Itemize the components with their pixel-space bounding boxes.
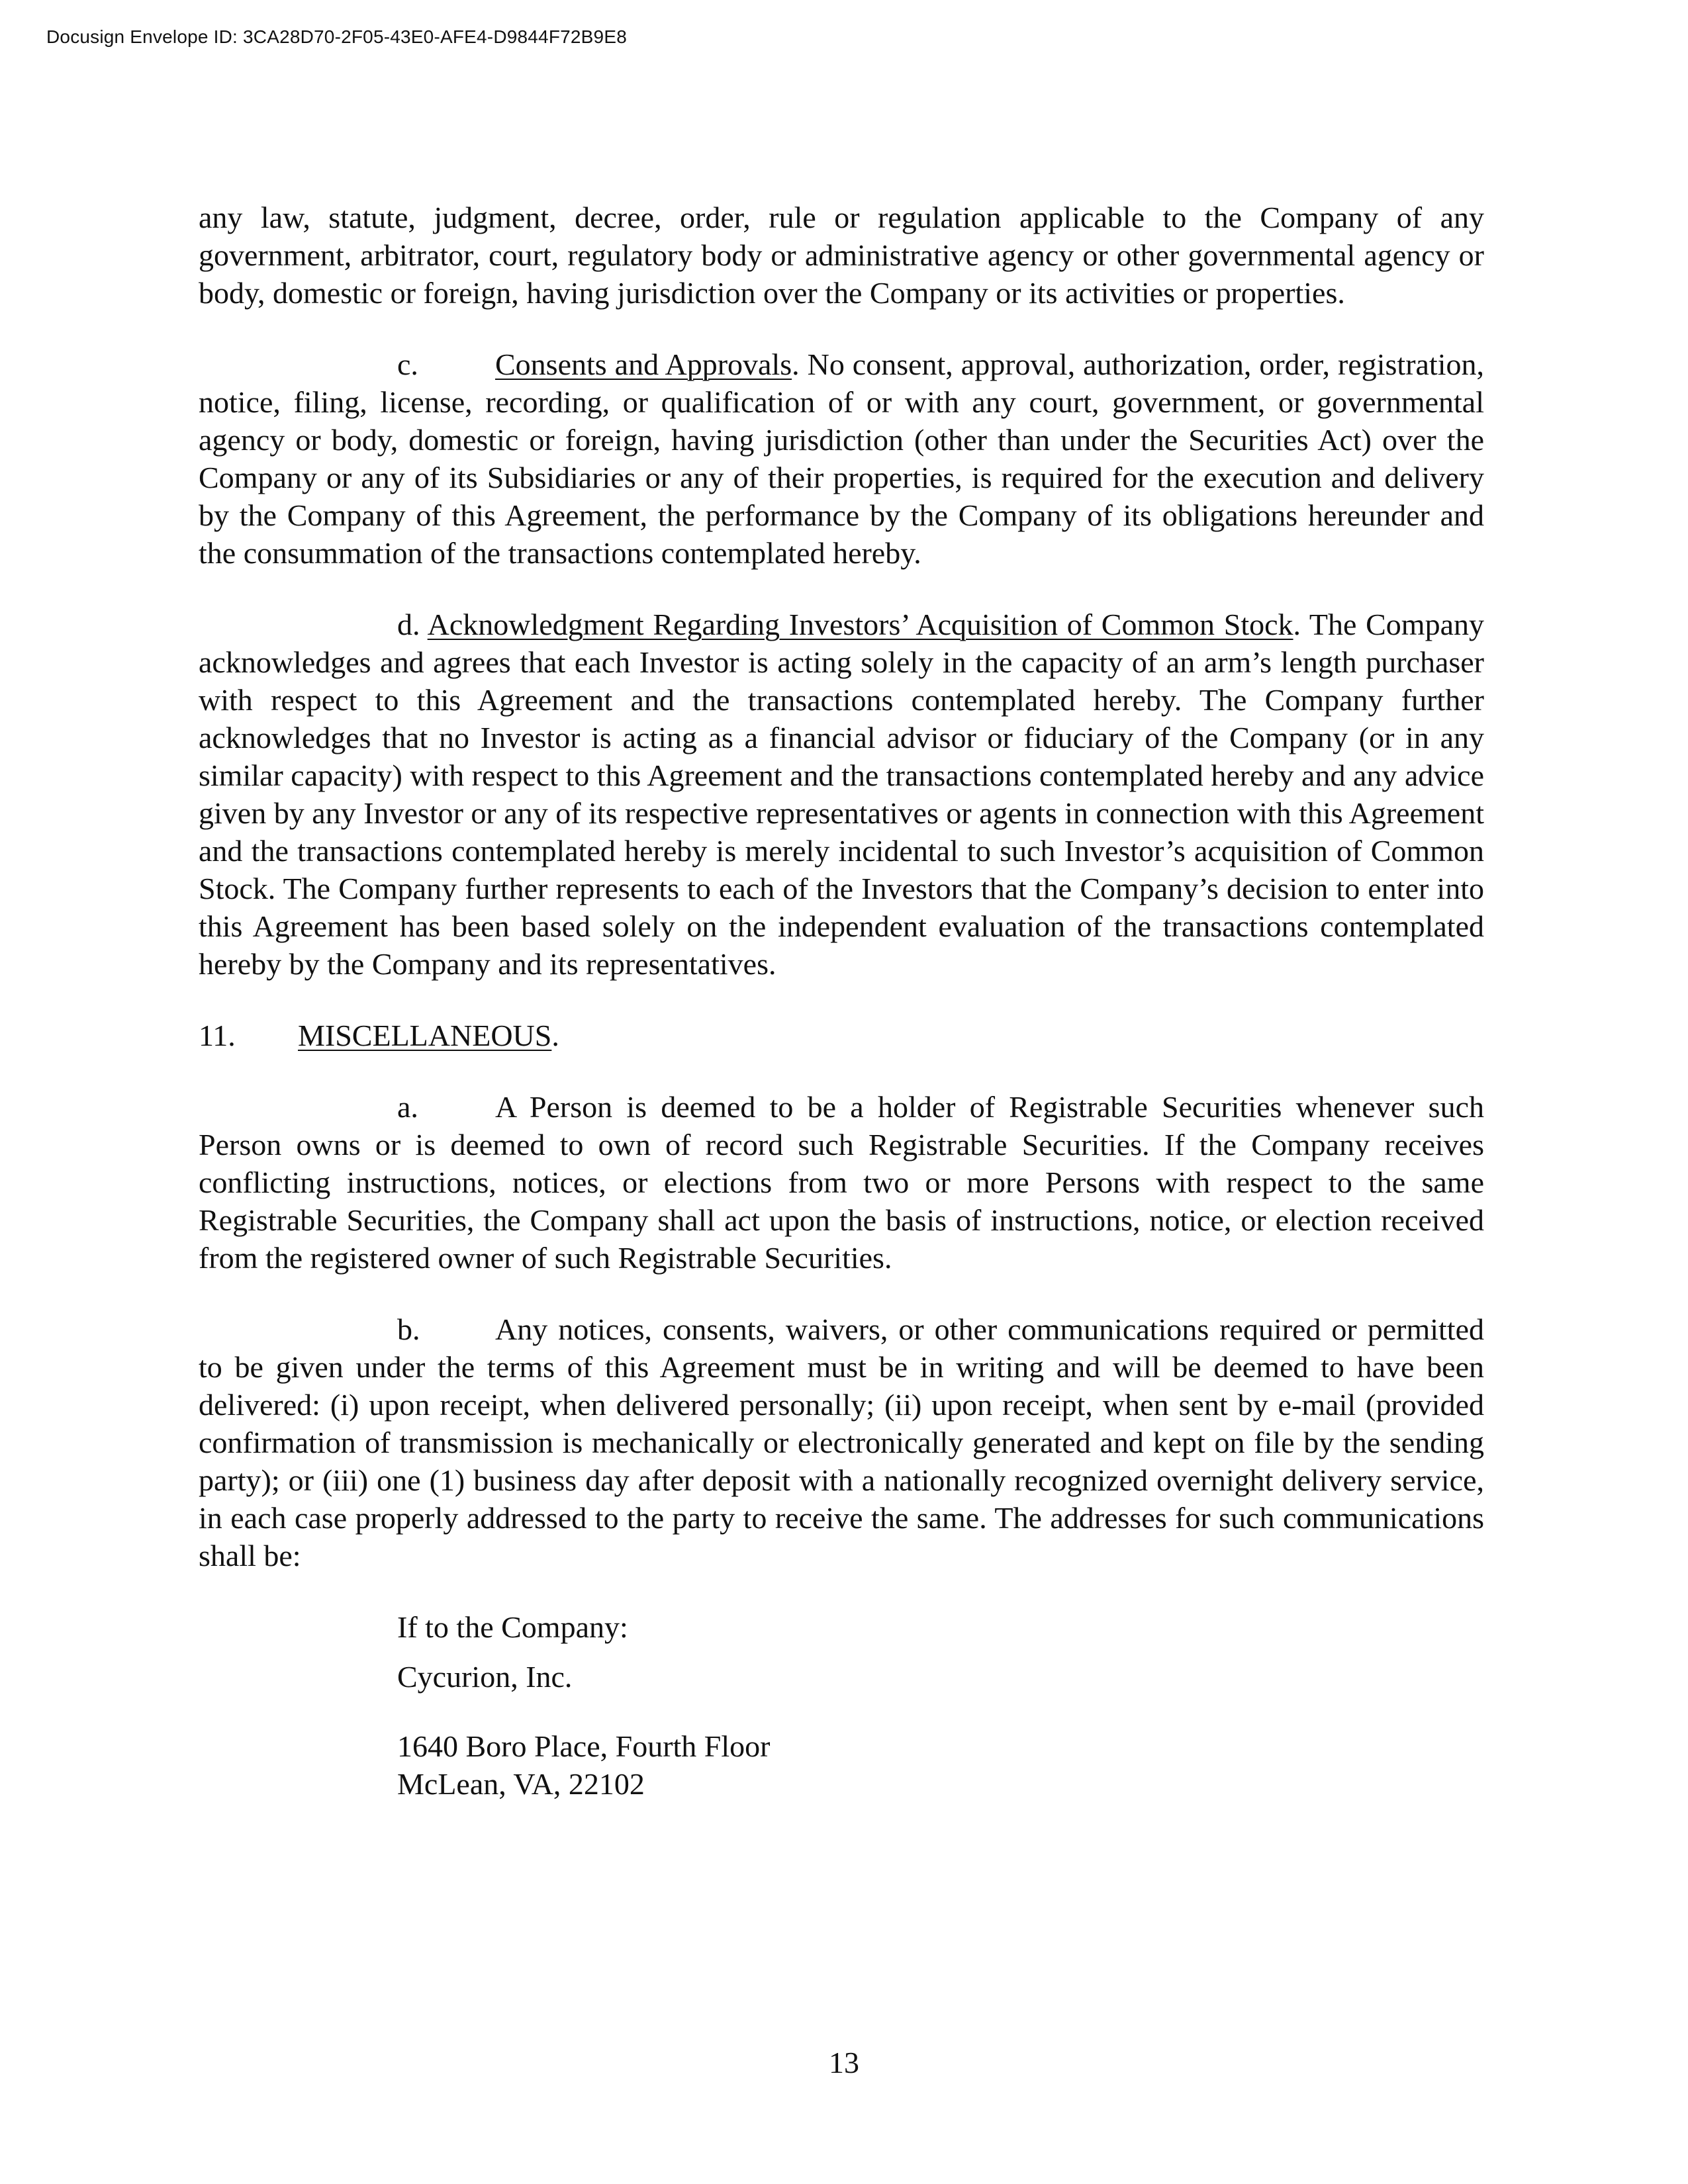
section-11-heading bbox=[199, 1017, 1484, 1054]
address-street: 1640 Boro Place, Fourth Floor bbox=[397, 1729, 771, 1763]
clause-c-body: . No consent, approval, authorization, order, registration, notice, filing, license, recording, or qualification of or with any court, government, or governmental agency or body, domestic or foreign, having jurisdiction (other than under the Securities Act) over the Company or any of its Subsidiaries or any of their properties, is required for the execution and delivery by the Company of this Agreement, the performance by the Company of its obligations hereunder and the consummation of the transactions contemplated hereby. bbox=[199, 347, 1484, 570]
document-body bbox=[199, 199, 1484, 1803]
clause-d-body: . The Company acknowledges and agrees that each Investor is acting solely in the capacity of an arm’s length purchaser with respect to this Agreement and the transactions contemplated hereby. The Company further acknowledges that no Investor is acting as a financial advisor or fiduciary of the Company (or in any similar capacity) with respect to this Agreement and the transactions contemplated hereby and any advice given by any Investor or any of its respective representatives or agents in connection with this Agreement and the transactions contemplated hereby is merely incidental to such Investor’s acquisition of Common Stock. The Company further represents to each of the Investors that the Company’s decision to enter into this Agreement has been based solely on the independent evaluation of the transactions contemplated hereby by the Company and its representatives. bbox=[199, 608, 1484, 981]
section-11-title-suffix: . bbox=[551, 1019, 559, 1052]
clause-11b bbox=[199, 1310, 1484, 1574]
page-number: 13 bbox=[829, 2046, 859, 2079]
clause-c bbox=[199, 345, 1484, 572]
clause-11a-body: A Person is deemed to be a holder of Registrable Securities whenever such Person owns or is deemed to own of record such Registrable Securities. If the Company receives conflicting instructions, notices, or elections from two or more Persons with respect to the same Registrable Securities, the Company shall act upon the basis of instructions, notice, or election received from the registered owner of such Registrable Securities. bbox=[199, 1090, 1484, 1275]
section-11-title: MISCELLANEOUS bbox=[298, 1019, 552, 1052]
address-intro: If to the Company: bbox=[397, 1610, 628, 1644]
clause-11b-body: Any notices, consents, waivers, or other communications required or permitted to be given under the terms of this Agreement must be in writing and will be deemed to have been delivered: (i) upon receipt, when delivered personally; (ii) upon receipt, when sent by e-mail (provided confirmation of transmission is mechanically or electronically generated and kept on file by the sending party); or (iii) one (1) business day after deposit with a nationally recognized overnight delivery service, in each case properly addressed to the party to receive the same. The addresses for such communications shall be: bbox=[199, 1312, 1484, 1572]
clause-c-label: c. bbox=[397, 347, 418, 381]
clause-d bbox=[199, 606, 1484, 983]
clause-d-label: d. bbox=[397, 608, 428, 641]
clause-11a bbox=[199, 1088, 1484, 1277]
address-company-name: Cycurion, Inc. bbox=[397, 1660, 573, 1694]
section-11-number: 11. bbox=[199, 1019, 236, 1052]
clause-11a-label: a. bbox=[397, 1090, 418, 1124]
company-address-block bbox=[397, 1608, 1484, 1803]
continued-paragraph: any law, statute, judgment, decree, order, rule or regulation applicable to the Company of any government, arbitrator, court, regulatory body or administrative agency or other governmental agency or body, domestic or foreign, having jurisdiction over the Company or its activities or properties. bbox=[199, 201, 1484, 310]
clause-11b-label: b. bbox=[397, 1312, 420, 1346]
docusign-envelope-id: Docusign Envelope ID: 3CA28D70-2F05-43E0-AFE4-D9844F72B9E8 bbox=[46, 26, 627, 47]
clause-d-heading: Acknowledgment Regarding Investors’ Acquisition of Common Stock bbox=[427, 608, 1293, 641]
clause-c-heading: Consents and Approvals bbox=[495, 347, 792, 381]
address-city: McLean, VA, 22102 bbox=[397, 1767, 645, 1801]
